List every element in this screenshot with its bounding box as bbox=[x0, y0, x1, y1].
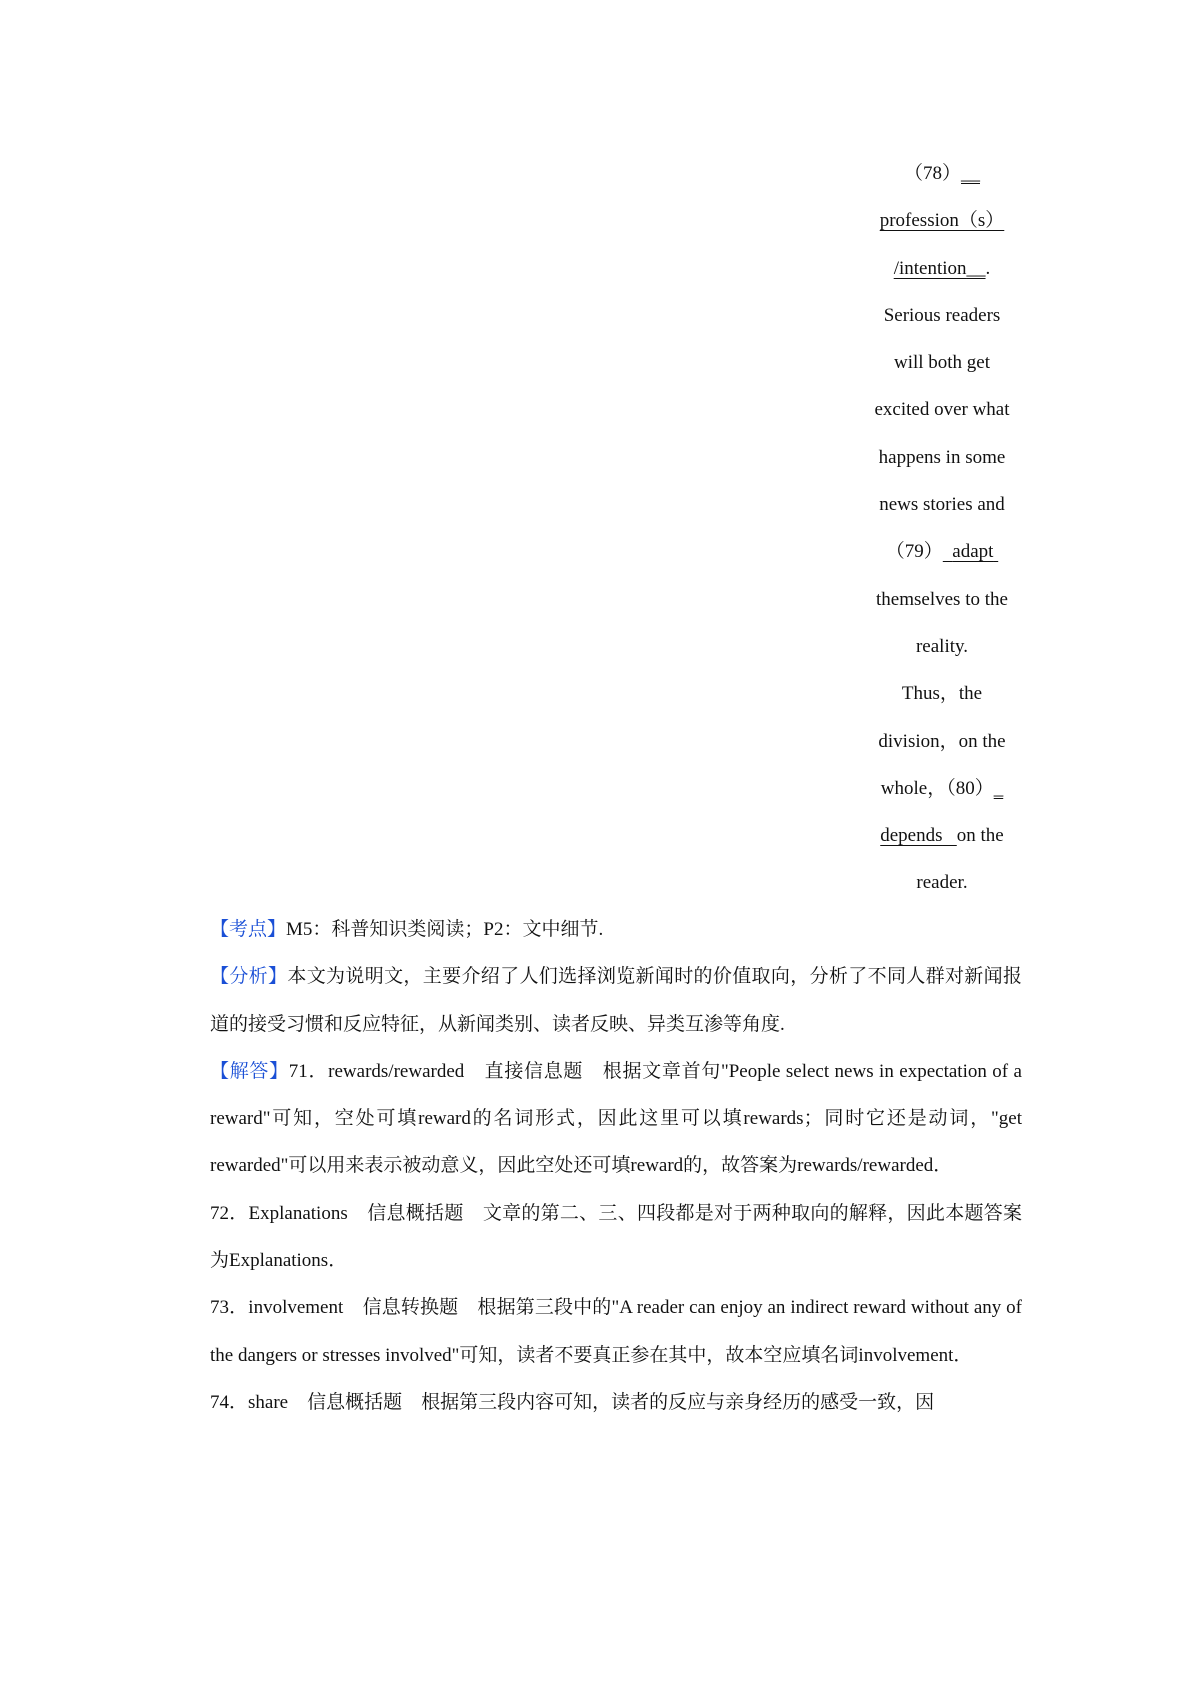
cell-line bbox=[862, 197, 1022, 244]
cell-line: news stories and bbox=[879, 494, 1005, 516]
kaodian-tag: 【考点】 bbox=[210, 919, 287, 940]
answer-paragraph: 72．Explanations 信息概括题 文章的第二、三、四段都是对于两种取向的解释，因此本题答案为Explanations． bbox=[210, 1202, 1022, 1272]
blank-underline: __ bbox=[966, 257, 986, 279]
solution-body bbox=[210, 906, 1022, 1426]
cell-line: excited over what bbox=[874, 399, 1010, 421]
answer-text: adapt bbox=[952, 541, 994, 563]
blank-number: （78） bbox=[903, 163, 961, 184]
cell-line bbox=[862, 150, 1022, 197]
cell-line: depends on the bbox=[880, 825, 1004, 847]
answer-text: profession（s） bbox=[879, 210, 1005, 232]
answer-text: depends bbox=[880, 825, 943, 847]
cell-line: whole，（80）_ bbox=[880, 777, 1004, 799]
cell-line bbox=[862, 245, 1022, 292]
answer-paragraph: 74．share 信息概括题 根据第三段内容可知，读者的反应与亲身经历的感受一致，因 bbox=[210, 1391, 935, 1413]
blank-underline: __ bbox=[961, 163, 980, 184]
cell-line: happens in some bbox=[878, 446, 1006, 468]
cell-line: reality. bbox=[915, 635, 969, 657]
kaodian-paragraph: 【考点】M5：科普知识类阅读；P2：文中细节. bbox=[210, 919, 604, 940]
cell-line: division，on the bbox=[878, 730, 1006, 752]
cell-line: Serious readers bbox=[883, 304, 1001, 326]
answer-table-cell bbox=[862, 150, 1022, 907]
answer-text: /intention bbox=[893, 257, 967, 279]
fenxi-tag: 【分析】 bbox=[210, 966, 288, 988]
cell-line: Thus，the bbox=[901, 683, 983, 705]
cell-line bbox=[862, 528, 1022, 575]
jieda-tag: 【解答】 bbox=[210, 1060, 289, 1082]
punctuation: . bbox=[985, 257, 991, 279]
cell-line: themselves to the bbox=[876, 588, 1008, 610]
blank-number: whole，（80） bbox=[880, 777, 994, 799]
jieda-paragraph: 【解答】71．rewards/rewarded 直接信息题 根据文章首句"People select news in expectation of a reward"可知，空处可填reward的名词形式，因此这里可以填rewards；同时它还是动词，"get rewarded"可以用来表示被动意义，因此空处还可填reward的，故答案为rewards/rewarded． bbox=[210, 1060, 1022, 1177]
answer-paragraph: 73．involvement 信息转换题 根据第三段中的"A reader can enjoy an indirect reward without any of the dangers or stresses involved"可知，读者不要真正参在其中，故本空应填名词involvement． bbox=[210, 1297, 1022, 1366]
cell-line: reader. bbox=[916, 872, 968, 894]
cell-line: will both get bbox=[893, 352, 991, 374]
blank-number: （79） bbox=[885, 541, 943, 563]
fenxi-paragraph: 【分析】本文为说明文，主要介绍了人们选择浏览新闻时的价值取向，分析了不同人群对新闻报道的接受习惯和反应特征，从新闻类别、读者反映、异类互渗等角度. bbox=[210, 966, 1022, 1035]
